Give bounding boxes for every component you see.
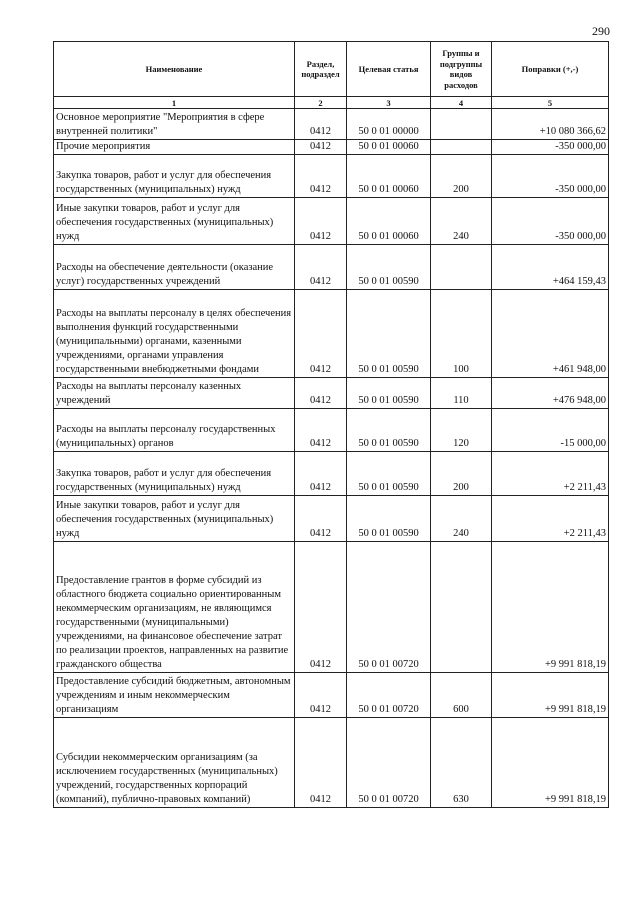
- row-amount: -15 000,00: [492, 409, 609, 452]
- row-name: Расходы на выплаты персоналу в целях обеспечения выполнения функций государственными (муниципальными) органами, казенными учреждениями, органами управления государственными внебюджетными фондами: [54, 290, 295, 378]
- row-name: Расходы на выплаты персоналу казенных учреждений: [54, 378, 295, 409]
- row-name: Расходы на обеспечение деятельности (оказание услуг) государственных учреждений: [54, 245, 295, 290]
- row-section: 0412: [295, 198, 347, 245]
- row-amount: -350 000,00: [492, 155, 609, 198]
- row-amount: +9 991 818,19: [492, 718, 609, 808]
- budget-amendments-table: [53, 41, 609, 808]
- row-group: 200: [431, 155, 492, 198]
- row-article: 50 0 01 00720: [347, 673, 431, 718]
- row-name: Иные закупки товаров, работ и услуг для обеспечения государственных (муниципальных) нужд: [54, 496, 295, 542]
- row-amount: +9 991 818,19: [492, 542, 609, 673]
- row-name: Расходы на выплаты персоналу государственных (муниципальных) органов: [54, 409, 295, 452]
- table-row: [54, 140, 609, 155]
- row-article: 50 0 01 00590: [347, 378, 431, 409]
- row-section: 0412: [295, 673, 347, 718]
- table-row: [54, 155, 609, 198]
- row-section: 0412: [295, 452, 347, 496]
- row-name: Предоставление грантов в форме субсидий из областного бюджета социально ориентированным некоммерческим организациям, не являющимся государственными (муниципальными) учреждениями, на финансовое обеспечение затрат по реализации проектов, направленных на развитие гражданского общества: [54, 542, 295, 673]
- row-group: 100: [431, 290, 492, 378]
- row-group: [431, 245, 492, 290]
- row-amount: +2 211,43: [492, 452, 609, 496]
- table-row: [54, 198, 609, 245]
- row-group: 200: [431, 452, 492, 496]
- row-group: 630: [431, 718, 492, 808]
- row-group: 110: [431, 378, 492, 409]
- row-article: 50 0 01 00060: [347, 198, 431, 245]
- row-name: Прочие мероприятия: [54, 140, 295, 155]
- row-name: Закупка товаров, работ и услуг для обеспечения государственных (муниципальных) нужд: [54, 452, 295, 496]
- column-index: 2: [295, 97, 347, 109]
- row-section: 0412: [295, 542, 347, 673]
- table-row: [54, 290, 609, 378]
- row-group: [431, 542, 492, 673]
- row-article: 50 0 01 00060: [347, 140, 431, 155]
- header-section: Раздел, подраздел: [295, 42, 347, 97]
- row-article: 50 0 01 00590: [347, 245, 431, 290]
- row-section: 0412: [295, 409, 347, 452]
- row-article: 50 0 01 00590: [347, 409, 431, 452]
- table-row: [54, 452, 609, 496]
- row-name: Закупка товаров, работ и услуг для обеспечения государственных (муниципальных) нужд: [54, 155, 295, 198]
- row-section: 0412: [295, 155, 347, 198]
- row-group: 120: [431, 409, 492, 452]
- column-index: 4: [431, 97, 492, 109]
- table-row: [54, 378, 609, 409]
- column-index-row: [54, 97, 609, 109]
- table-row: [54, 409, 609, 452]
- row-article: 50 0 01 00000: [347, 109, 431, 140]
- row-article: 50 0 01 00720: [347, 718, 431, 808]
- row-group: [431, 140, 492, 155]
- header-amount: Поправки (+,-): [492, 42, 609, 97]
- row-amount: -350 000,00: [492, 140, 609, 155]
- row-name: Иные закупки товаров, работ и услуг для обеспечения государственных (муниципальных) нужд: [54, 198, 295, 245]
- row-section: 0412: [295, 109, 347, 140]
- row-group: 240: [431, 496, 492, 542]
- row-amount: +9 991 818,19: [492, 673, 609, 718]
- table-row: [54, 673, 609, 718]
- row-section: 0412: [295, 378, 347, 409]
- row-amount: +464 159,43: [492, 245, 609, 290]
- row-group: 240: [431, 198, 492, 245]
- row-name: Субсидии некоммерческим организациям (за исключением государственных (муниципальных) учреждений, государственных корпораций (компаний), публично-правовых компаний): [54, 718, 295, 808]
- row-article: 50 0 01 00590: [347, 496, 431, 542]
- row-section: 0412: [295, 245, 347, 290]
- table-row: [54, 542, 609, 673]
- header-group: Группы и подгруппы видов расходов: [431, 42, 492, 97]
- table-row: [54, 245, 609, 290]
- column-index: 5: [492, 97, 609, 109]
- row-amount: +461 948,00: [492, 290, 609, 378]
- row-article: 50 0 01 00590: [347, 452, 431, 496]
- row-article: 50 0 01 00060: [347, 155, 431, 198]
- header-article: Целевая статья: [347, 42, 431, 97]
- row-group: [431, 109, 492, 140]
- row-amount: +10 080 366,62: [492, 109, 609, 140]
- page-number: 290: [592, 24, 610, 38]
- row-article: 50 0 01 00720: [347, 542, 431, 673]
- row-section: 0412: [295, 140, 347, 155]
- row-section: 0412: [295, 290, 347, 378]
- table-header-row: [54, 42, 609, 97]
- row-article: 50 0 01 00590: [347, 290, 431, 378]
- row-name: Предоставление субсидий бюджетным, автономным учреждениям и иным некоммерческим организациям: [54, 673, 295, 718]
- row-name: Основное мероприятие "Мероприятия в сфере внутренней политики": [54, 109, 295, 140]
- table-row: [54, 496, 609, 542]
- header-name: Наименование: [54, 42, 295, 97]
- row-amount: +476 948,00: [492, 378, 609, 409]
- table-row: [54, 109, 609, 140]
- row-section: 0412: [295, 718, 347, 808]
- row-amount: -350 000,00: [492, 198, 609, 245]
- table-row: [54, 718, 609, 808]
- row-amount: +2 211,43: [492, 496, 609, 542]
- row-group: 600: [431, 673, 492, 718]
- column-index: 1: [54, 97, 295, 109]
- column-index: 3: [347, 97, 431, 109]
- row-section: 0412: [295, 496, 347, 542]
